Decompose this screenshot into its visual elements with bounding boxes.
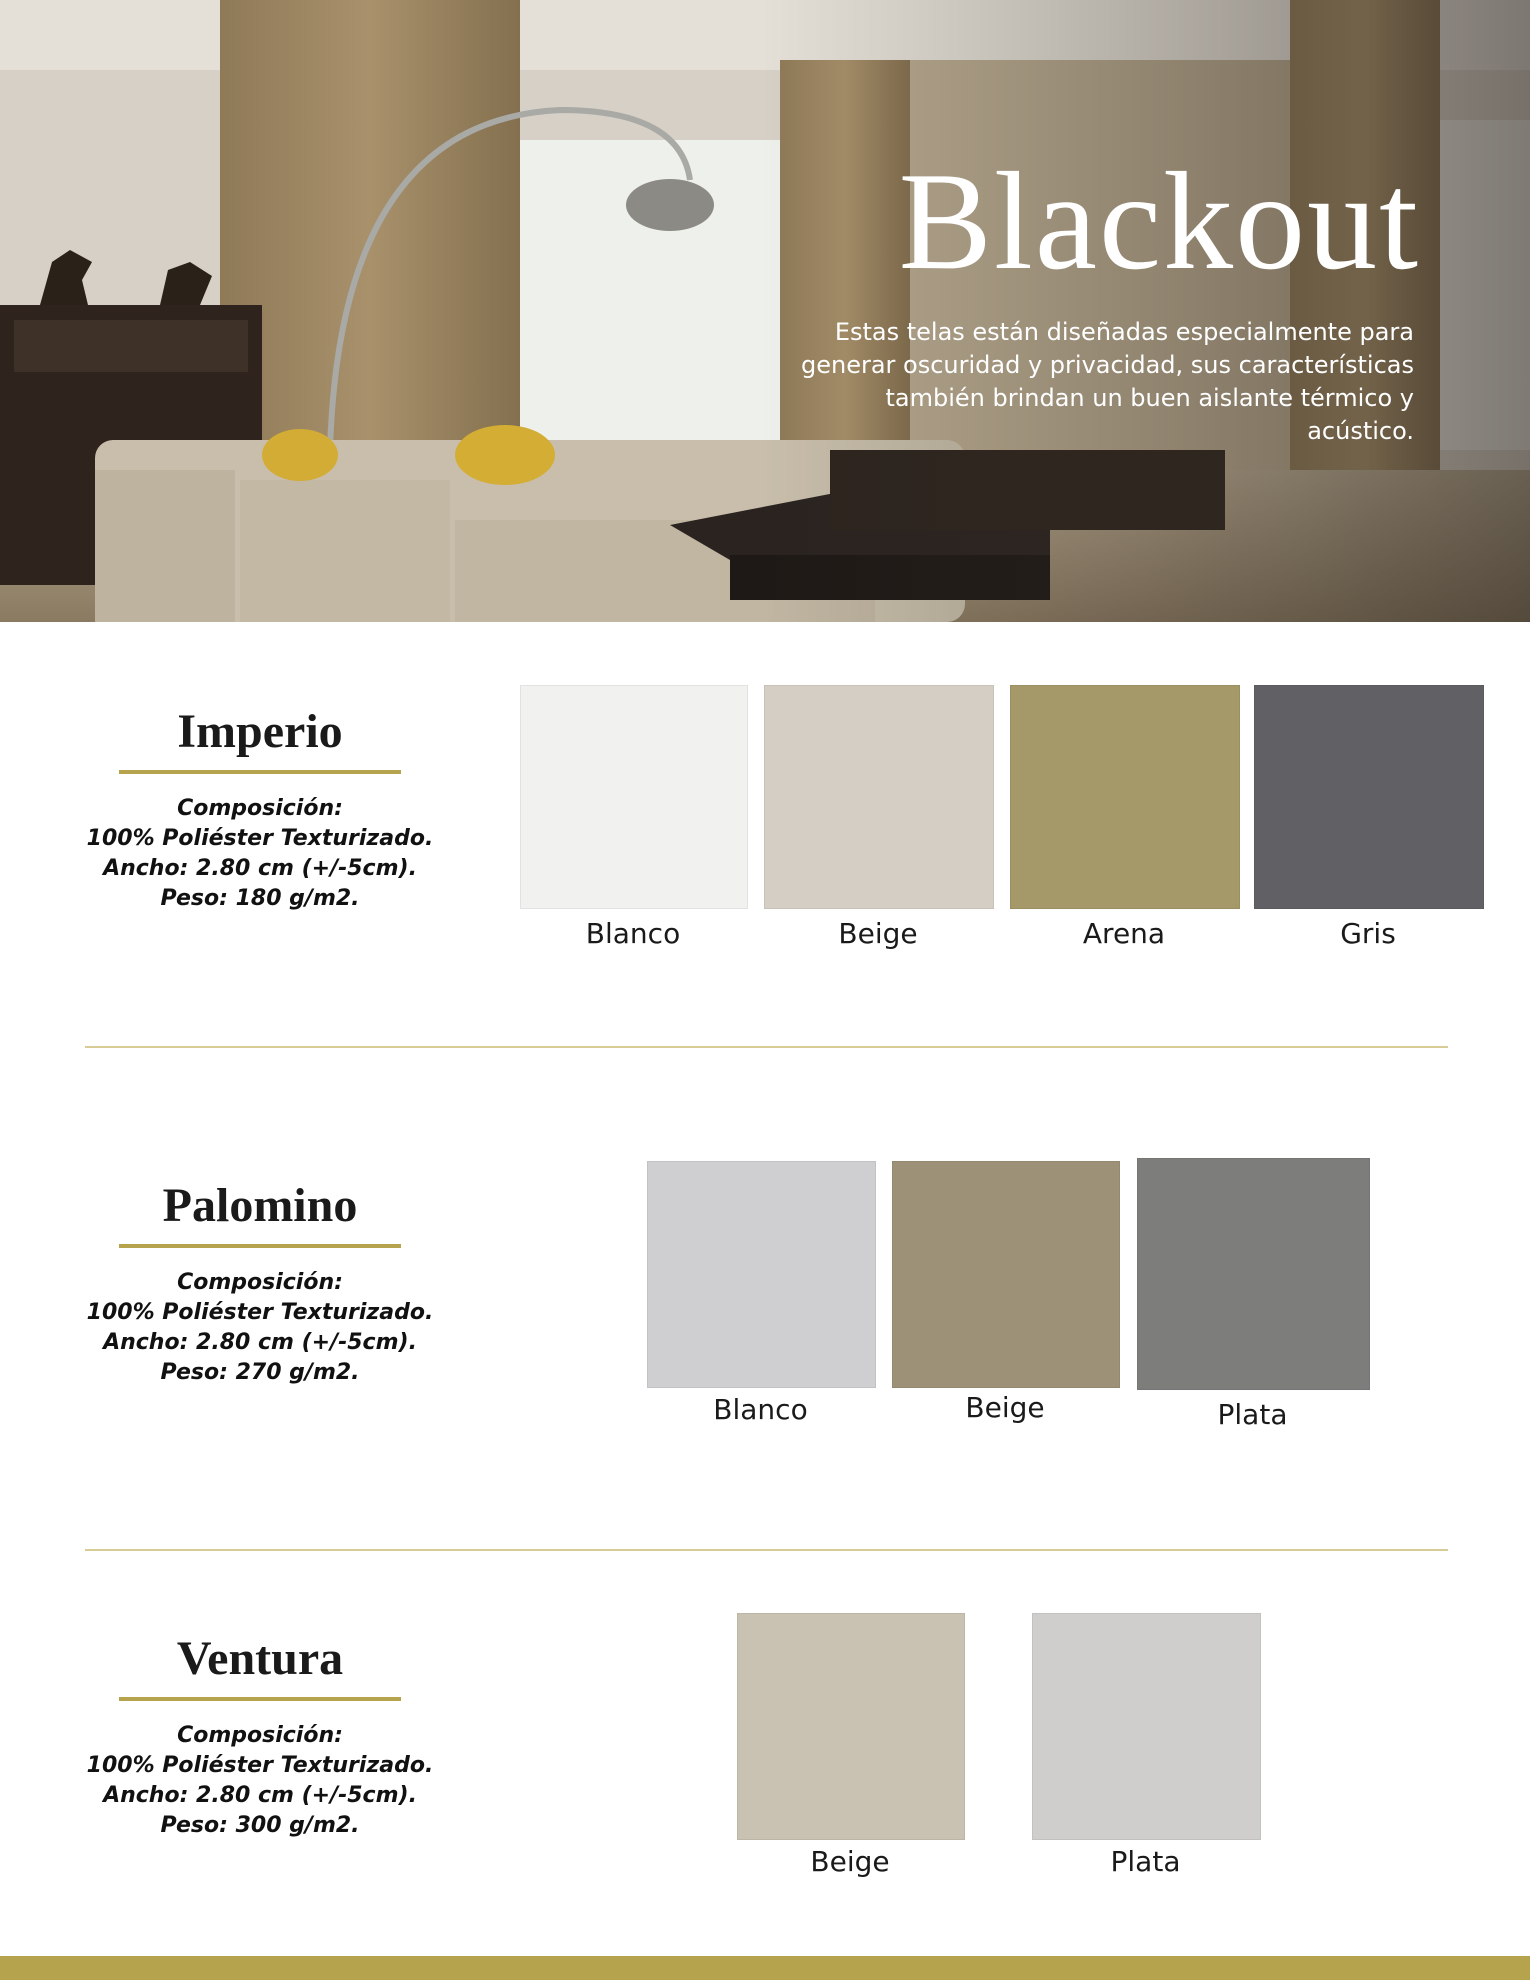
swatch-plata[interactable] <box>1032 1613 1259 1885</box>
product-section-ventura <box>0 1551 1530 1956</box>
width-text: Ancho: 2.80 cm (+/-5cm). <box>103 1330 417 1355</box>
composition-label: Composición: <box>177 796 343 821</box>
product-specs <box>60 794 460 914</box>
product-specs <box>60 1268 460 1388</box>
swatch-tile <box>520 685 748 909</box>
swatch-beige[interactable] <box>892 1161 1118 1431</box>
width-text: Ancho: 2.80 cm (+/-5cm). <box>103 1783 417 1808</box>
composition-label: Composición: <box>177 1270 343 1295</box>
composition-label: Composición: <box>177 1723 343 1748</box>
swatch-tile <box>1010 685 1240 909</box>
swatch-label: Beige <box>810 1845 890 1878</box>
weight-text: Peso: 270 g/m2. <box>160 1360 360 1385</box>
swatch-label: Blanco <box>585 917 681 950</box>
swatch-blanco[interactable] <box>647 1161 874 1431</box>
product-name: Imperio <box>177 705 343 758</box>
product-name: Palomino <box>162 1179 358 1232</box>
swatch-label: Beige <box>965 1391 1045 1424</box>
swatch-beige[interactable] <box>737 1613 963 1885</box>
hero-description: Estas telas están diseñadas especialmente para generar oscuridad y privacidad, sus características también brindan un buen aislante térmico y acústico. <box>800 318 1414 445</box>
title-underline <box>119 770 401 774</box>
swatch-tile <box>1137 1158 1370 1390</box>
weight-text: Peso: 300 g/m2. <box>160 1813 360 1838</box>
material-text: 100% Poliéster Texturizado. <box>86 826 434 851</box>
swatch-blanco[interactable] <box>520 685 746 950</box>
swatch-label: Blanco <box>713 1393 808 1426</box>
living-room-photo <box>0 0 1530 622</box>
title-underline <box>119 1697 401 1701</box>
swatch-tile <box>737 1613 965 1840</box>
product-specs <box>60 1721 460 1841</box>
hero-banner <box>0 0 1530 622</box>
product-info <box>60 1178 460 1388</box>
swatch-tile <box>892 1161 1120 1388</box>
width-text: Ancho: 2.80 cm (+/-5cm). <box>103 856 417 881</box>
swatch-label: Beige <box>838 917 918 950</box>
swatch-label: Gris <box>1340 917 1396 950</box>
title-underline <box>119 1244 401 1248</box>
swatch-tile <box>764 685 994 909</box>
swatch-tile <box>647 1161 876 1388</box>
weight-text: Peso: 180 g/m2. <box>160 886 360 911</box>
hero-title: Blackout <box>898 144 1420 299</box>
footer-bar <box>0 1956 1530 1980</box>
swatch-beige[interactable] <box>764 685 992 950</box>
swatch-gris[interactable] <box>1254 685 1482 950</box>
swatch-label: Plata <box>1110 1845 1181 1878</box>
swatch-tile <box>1254 685 1484 909</box>
swatch-label: Arena <box>1082 917 1166 950</box>
swatch-label: Plata <box>1217 1398 1288 1431</box>
product-section-palomino <box>0 1048 1530 1548</box>
swatch-plata[interactable] <box>1137 1158 1368 1438</box>
product-info <box>60 1631 460 1841</box>
product-section-imperio <box>0 622 1530 1042</box>
swatch-tile <box>1032 1613 1261 1840</box>
material-text: 100% Poliéster Texturizado. <box>86 1300 434 1325</box>
swatch-arena[interactable] <box>1010 685 1238 950</box>
product-info <box>60 704 460 914</box>
material-text: 100% Poliéster Texturizado. <box>86 1753 434 1778</box>
product-name: Ventura <box>176 1632 344 1685</box>
